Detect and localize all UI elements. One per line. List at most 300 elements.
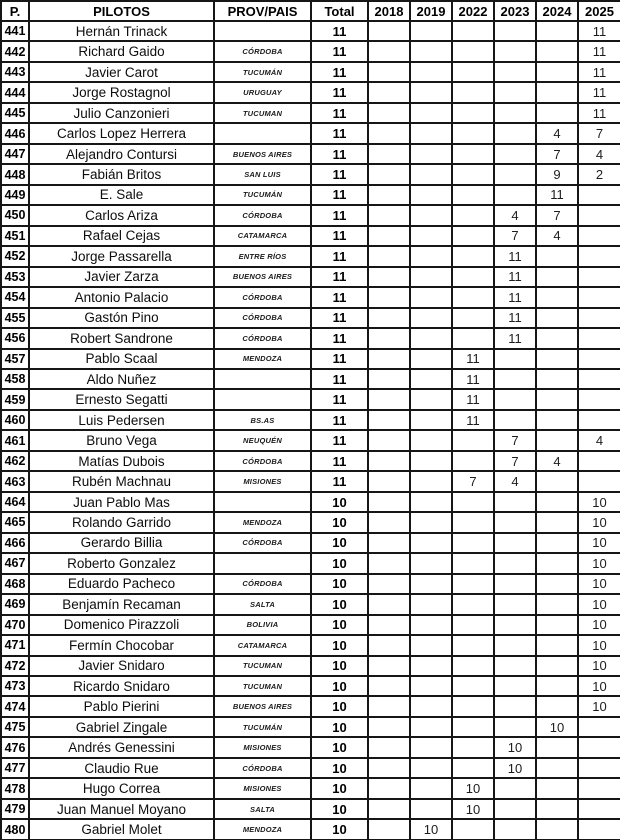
- cell-province: TUCUMÁN: [214, 62, 311, 82]
- cell-province: [214, 123, 311, 143]
- cell-total: 10: [311, 574, 368, 594]
- cell-year-2024: [536, 471, 578, 491]
- cell-year-2023: [494, 819, 536, 840]
- cell-year-2022: [452, 696, 494, 716]
- table-row: [1, 389, 620, 409]
- cell-total: 10: [311, 594, 368, 614]
- cell-year-2018: [368, 328, 410, 348]
- cell-year-2019: [410, 308, 452, 328]
- col-header-2025: 2025: [578, 1, 620, 21]
- cell-position: 443: [1, 62, 29, 82]
- cell-position: 477: [1, 758, 29, 778]
- cell-year-2019: [410, 205, 452, 225]
- cell-year-2018: [368, 410, 410, 430]
- cell-pilot-name: Andrés Genessini: [29, 737, 214, 757]
- col-header-pilots: PILOTOS: [29, 1, 214, 21]
- cell-pilot-name: Fabián Britos: [29, 164, 214, 184]
- cell-year-2025: 10: [578, 492, 620, 512]
- cell-province: SAN LUIS: [214, 164, 311, 184]
- cell-total: 11: [311, 267, 368, 287]
- cell-province: CATAMARCA: [214, 635, 311, 655]
- cell-year-2018: [368, 778, 410, 798]
- cell-year-2023: [494, 594, 536, 614]
- cell-year-2024: [536, 389, 578, 409]
- cell-year-2018: [368, 369, 410, 389]
- cell-province: URUGUAY: [214, 82, 311, 102]
- cell-pilot-name: Rafael Cejas: [29, 226, 214, 246]
- table-row: [1, 267, 620, 287]
- cell-year-2024: [536, 553, 578, 573]
- cell-year-2019: [410, 492, 452, 512]
- cell-position: 469: [1, 594, 29, 614]
- cell-year-2022: [452, 533, 494, 553]
- cell-pilot-name: Gerardo Billia: [29, 533, 214, 553]
- col-header-position: P.: [1, 1, 29, 21]
- cell-position: 450: [1, 205, 29, 225]
- cell-year-2022: [452, 451, 494, 471]
- cell-total: 11: [311, 328, 368, 348]
- cell-year-2025: [578, 799, 620, 819]
- cell-province: MENDOZA: [214, 512, 311, 532]
- cell-year-2022: 11: [452, 349, 494, 369]
- cell-province: [214, 21, 311, 41]
- cell-total: 11: [311, 226, 368, 246]
- cell-year-2023: [494, 82, 536, 102]
- cell-position: 447: [1, 144, 29, 164]
- cell-year-2018: [368, 737, 410, 757]
- cell-year-2019: [410, 82, 452, 102]
- cell-total: 11: [311, 410, 368, 430]
- table-row: [1, 696, 620, 716]
- cell-year-2018: [368, 533, 410, 553]
- cell-year-2019: [410, 430, 452, 450]
- cell-year-2025: [578, 471, 620, 491]
- table-row: [1, 205, 620, 225]
- cell-province: CÓRDOBA: [214, 41, 311, 61]
- cell-year-2019: [410, 471, 452, 491]
- cell-position: 462: [1, 451, 29, 471]
- table-row: [1, 512, 620, 532]
- cell-year-2024: 4: [536, 226, 578, 246]
- cell-year-2023: 4: [494, 471, 536, 491]
- cell-position: 454: [1, 287, 29, 307]
- cell-total: 10: [311, 737, 368, 757]
- table-row: [1, 594, 620, 614]
- table-row: [1, 369, 620, 389]
- cell-year-2022: [452, 205, 494, 225]
- cell-province: MISIONES: [214, 778, 311, 798]
- cell-year-2019: [410, 41, 452, 61]
- cell-year-2023: 11: [494, 287, 536, 307]
- cell-year-2022: [452, 512, 494, 532]
- col-header-2023: 2023: [494, 1, 536, 21]
- cell-year-2018: [368, 615, 410, 635]
- cell-year-2024: [536, 778, 578, 798]
- cell-year-2024: [536, 410, 578, 430]
- cell-year-2018: [368, 287, 410, 307]
- cell-pilot-name: Matías Dubois: [29, 451, 214, 471]
- cell-province: [214, 553, 311, 573]
- cell-year-2022: [452, 144, 494, 164]
- cell-total: 11: [311, 369, 368, 389]
- cell-total: 11: [311, 389, 368, 409]
- cell-total: 11: [311, 471, 368, 491]
- cell-year-2025: [578, 185, 620, 205]
- cell-year-2023: 11: [494, 328, 536, 348]
- cell-year-2023: [494, 635, 536, 655]
- cell-year-2019: [410, 164, 452, 184]
- cell-year-2019: [410, 144, 452, 164]
- cell-year-2022: [452, 185, 494, 205]
- cell-year-2024: [536, 41, 578, 61]
- cell-pilot-name: Julio Canzonieri: [29, 103, 214, 123]
- table-row: [1, 676, 620, 696]
- cell-position: 459: [1, 389, 29, 409]
- cell-year-2023: 10: [494, 758, 536, 778]
- cell-pilot-name: Carlos Ariza: [29, 205, 214, 225]
- cell-year-2022: [452, 103, 494, 123]
- table-row: [1, 656, 620, 676]
- cell-province: NEUQUÉN: [214, 430, 311, 450]
- col-header-2018: 2018: [368, 1, 410, 21]
- cell-year-2019: [410, 103, 452, 123]
- cell-year-2025: 7: [578, 123, 620, 143]
- cell-year-2024: [536, 533, 578, 553]
- cell-year-2022: [452, 246, 494, 266]
- cell-pilot-name: Fermín Chocobar: [29, 635, 214, 655]
- table-row: [1, 451, 620, 471]
- cell-year-2022: [452, 226, 494, 246]
- cell-year-2025: [578, 349, 620, 369]
- cell-year-2024: [536, 103, 578, 123]
- cell-year-2022: [452, 819, 494, 840]
- cell-pilot-name: Robert Sandrone: [29, 328, 214, 348]
- cell-year-2022: [452, 164, 494, 184]
- cell-position: 479: [1, 799, 29, 819]
- cell-province: CÓRDOBA: [214, 574, 311, 594]
- cell-year-2023: [494, 696, 536, 716]
- table-row: [1, 308, 620, 328]
- cell-year-2019: [410, 349, 452, 369]
- cell-year-2018: [368, 717, 410, 737]
- cell-year-2019: [410, 226, 452, 246]
- cell-pilot-name: Javier Carot: [29, 62, 214, 82]
- cell-position: 446: [1, 123, 29, 143]
- cell-year-2025: 4: [578, 144, 620, 164]
- cell-year-2023: 7: [494, 226, 536, 246]
- cell-year-2023: [494, 21, 536, 41]
- cell-pilot-name: Domenico Pirazzoli: [29, 615, 214, 635]
- cell-year-2019: [410, 246, 452, 266]
- cell-year-2019: [410, 369, 452, 389]
- cell-position: 476: [1, 737, 29, 757]
- cell-position: 468: [1, 574, 29, 594]
- cell-year-2024: [536, 328, 578, 348]
- header-row: [1, 1, 620, 21]
- cell-year-2024: [536, 676, 578, 696]
- cell-year-2025: [578, 205, 620, 225]
- cell-province: [214, 492, 311, 512]
- cell-position: 448: [1, 164, 29, 184]
- cell-pilot-name: Jorge Passarella: [29, 246, 214, 266]
- cell-year-2024: [536, 574, 578, 594]
- table-row: [1, 758, 620, 778]
- cell-year-2024: [536, 287, 578, 307]
- cell-year-2019: [410, 451, 452, 471]
- cell-year-2022: 7: [452, 471, 494, 491]
- cell-year-2018: [368, 41, 410, 61]
- cell-year-2025: 10: [578, 676, 620, 696]
- cell-province: BOLIVIA: [214, 615, 311, 635]
- table-row: [1, 82, 620, 102]
- cell-year-2024: [536, 267, 578, 287]
- cell-year-2019: [410, 21, 452, 41]
- table-row: [1, 799, 620, 819]
- cell-pilot-name: Gastón Pino: [29, 308, 214, 328]
- cell-year-2018: [368, 267, 410, 287]
- cell-province: CÓRDOBA: [214, 308, 311, 328]
- cell-year-2018: [368, 635, 410, 655]
- table-row: [1, 410, 620, 430]
- cell-year-2019: [410, 778, 452, 798]
- cell-year-2022: 11: [452, 410, 494, 430]
- cell-year-2022: [452, 41, 494, 61]
- cell-year-2018: [368, 553, 410, 573]
- cell-total: 11: [311, 246, 368, 266]
- cell-province: [214, 389, 311, 409]
- cell-pilot-name: Hernán Trinack: [29, 21, 214, 41]
- cell-year-2025: 11: [578, 21, 620, 41]
- cell-year-2018: [368, 492, 410, 512]
- table-row: [1, 41, 620, 61]
- cell-year-2023: [494, 123, 536, 143]
- cell-province: MISIONES: [214, 737, 311, 757]
- cell-year-2023: [494, 615, 536, 635]
- col-header-total: Total: [311, 1, 368, 21]
- cell-pilot-name: Rubén Machnau: [29, 471, 214, 491]
- cell-year-2018: [368, 226, 410, 246]
- cell-total: 10: [311, 758, 368, 778]
- cell-pilot-name: Gabriel Zingale: [29, 717, 214, 737]
- cell-total: 10: [311, 676, 368, 696]
- cell-pilot-name: Eduardo Pacheco: [29, 574, 214, 594]
- cell-province: TUCUMAN: [214, 656, 311, 676]
- table-row: [1, 553, 620, 573]
- cell-year-2023: [494, 369, 536, 389]
- cell-province: CATAMARCA: [214, 226, 311, 246]
- cell-year-2018: [368, 696, 410, 716]
- cell-year-2022: [452, 758, 494, 778]
- cell-year-2025: 11: [578, 82, 620, 102]
- cell-year-2025: 10: [578, 615, 620, 635]
- cell-year-2025: [578, 410, 620, 430]
- cell-total: 10: [311, 799, 368, 819]
- cell-position: 478: [1, 778, 29, 798]
- cell-total: 11: [311, 21, 368, 41]
- cell-year-2025: 11: [578, 41, 620, 61]
- cell-year-2018: [368, 123, 410, 143]
- cell-pilot-name: Ernesto Segatti: [29, 389, 214, 409]
- cell-pilot-name: Gabriel Molet: [29, 819, 214, 840]
- cell-pilot-name: Richard Gaido: [29, 41, 214, 61]
- cell-year-2022: [452, 615, 494, 635]
- cell-year-2022: 10: [452, 778, 494, 798]
- cell-province: TUCUMAN: [214, 676, 311, 696]
- cell-year-2019: [410, 328, 452, 348]
- cell-year-2025: [578, 308, 620, 328]
- cell-pilot-name: Juan Pablo Mas: [29, 492, 214, 512]
- cell-year-2024: [536, 62, 578, 82]
- table-row: [1, 778, 620, 798]
- cell-year-2019: [410, 594, 452, 614]
- table-row: [1, 62, 620, 82]
- cell-province: CÓRDOBA: [214, 328, 311, 348]
- cell-position: 449: [1, 185, 29, 205]
- cell-year-2025: [578, 226, 620, 246]
- cell-position: 451: [1, 226, 29, 246]
- cell-year-2023: 11: [494, 267, 536, 287]
- cell-year-2019: [410, 512, 452, 532]
- cell-year-2025: [578, 758, 620, 778]
- cell-year-2023: [494, 717, 536, 737]
- cell-year-2019: [410, 799, 452, 819]
- cell-year-2023: [494, 62, 536, 82]
- cell-year-2022: [452, 287, 494, 307]
- cell-year-2019: 10: [410, 819, 452, 840]
- cell-year-2025: 10: [578, 635, 620, 655]
- cell-year-2025: [578, 389, 620, 409]
- cell-year-2019: [410, 533, 452, 553]
- cell-total: 10: [311, 717, 368, 737]
- table-row: [1, 103, 620, 123]
- cell-year-2023: 7: [494, 451, 536, 471]
- cell-year-2018: [368, 349, 410, 369]
- cell-pilot-name: Antonio Palacio: [29, 287, 214, 307]
- cell-year-2024: 10: [536, 717, 578, 737]
- cell-position: 442: [1, 41, 29, 61]
- table-row: [1, 226, 620, 246]
- cell-pilot-name: Pablo Pierini: [29, 696, 214, 716]
- cell-position: 444: [1, 82, 29, 102]
- cell-year-2024: 7: [536, 205, 578, 225]
- cell-year-2024: [536, 246, 578, 266]
- cell-province: SALTA: [214, 594, 311, 614]
- cell-year-2019: [410, 656, 452, 676]
- cell-year-2022: [452, 656, 494, 676]
- cell-total: 11: [311, 82, 368, 102]
- cell-year-2025: [578, 267, 620, 287]
- cell-province: CÓRDOBA: [214, 205, 311, 225]
- cell-year-2022: 11: [452, 389, 494, 409]
- cell-year-2025: 10: [578, 696, 620, 716]
- cell-year-2022: [452, 594, 494, 614]
- cell-year-2023: [494, 144, 536, 164]
- cell-year-2023: 10: [494, 737, 536, 757]
- cell-year-2022: [452, 737, 494, 757]
- cell-year-2018: [368, 308, 410, 328]
- cell-province: TUCUMÁN: [214, 717, 311, 737]
- cell-year-2022: [452, 553, 494, 573]
- cell-year-2025: [578, 717, 620, 737]
- cell-year-2022: [452, 308, 494, 328]
- cell-total: 10: [311, 819, 368, 840]
- cell-year-2023: [494, 574, 536, 594]
- cell-year-2024: [536, 512, 578, 532]
- table-row: [1, 615, 620, 635]
- cell-year-2025: 11: [578, 62, 620, 82]
- cell-year-2018: [368, 676, 410, 696]
- cell-pilot-name: Javier Snidaro: [29, 656, 214, 676]
- cell-province: CÓRDOBA: [214, 451, 311, 471]
- cell-year-2018: [368, 819, 410, 840]
- table-row: [1, 471, 620, 491]
- cell-year-2023: [494, 410, 536, 430]
- cell-year-2019: [410, 758, 452, 778]
- cell-year-2019: [410, 615, 452, 635]
- cell-year-2022: [452, 21, 494, 41]
- cell-year-2023: [494, 389, 536, 409]
- cell-year-2018: [368, 574, 410, 594]
- table-row: [1, 635, 620, 655]
- table-row: [1, 574, 620, 594]
- cell-position: 453: [1, 267, 29, 287]
- table-row: [1, 430, 620, 450]
- cell-position: 473: [1, 676, 29, 696]
- cell-year-2025: 11: [578, 103, 620, 123]
- cell-pilot-name: E. Sale: [29, 185, 214, 205]
- cell-year-2025: 10: [578, 512, 620, 532]
- cell-province: BUENOS AIRES: [214, 267, 311, 287]
- cell-year-2025: 4: [578, 430, 620, 450]
- cell-year-2025: 10: [578, 656, 620, 676]
- cell-year-2019: [410, 389, 452, 409]
- cell-year-2018: [368, 82, 410, 102]
- cell-year-2019: [410, 267, 452, 287]
- cell-year-2018: [368, 594, 410, 614]
- cell-position: 464: [1, 492, 29, 512]
- cell-province: TUCUMAN: [214, 103, 311, 123]
- table-row: [1, 492, 620, 512]
- cell-year-2023: [494, 553, 536, 573]
- cell-pilot-name: Alejandro Contursi: [29, 144, 214, 164]
- cell-year-2024: [536, 799, 578, 819]
- cell-year-2018: [368, 799, 410, 819]
- cell-province: TUCUMÁN: [214, 185, 311, 205]
- cell-year-2024: 4: [536, 451, 578, 471]
- cell-position: 472: [1, 656, 29, 676]
- cell-year-2024: [536, 369, 578, 389]
- table-row: [1, 717, 620, 737]
- cell-year-2025: [578, 819, 620, 840]
- cell-pilot-name: Juan Manuel Moyano: [29, 799, 214, 819]
- cell-total: 11: [311, 185, 368, 205]
- cell-year-2018: [368, 471, 410, 491]
- table-row: [1, 185, 620, 205]
- cell-year-2023: 11: [494, 308, 536, 328]
- cell-year-2024: 4: [536, 123, 578, 143]
- cell-position: 455: [1, 308, 29, 328]
- cell-position: 441: [1, 21, 29, 41]
- cell-year-2023: [494, 349, 536, 369]
- cell-year-2019: [410, 635, 452, 655]
- cell-year-2024: [536, 21, 578, 41]
- cell-year-2018: [368, 205, 410, 225]
- cell-pilot-name: Javier Zarza: [29, 267, 214, 287]
- cell-position: 457: [1, 349, 29, 369]
- cell-year-2023: [494, 492, 536, 512]
- cell-year-2024: 9: [536, 164, 578, 184]
- cell-position: 445: [1, 103, 29, 123]
